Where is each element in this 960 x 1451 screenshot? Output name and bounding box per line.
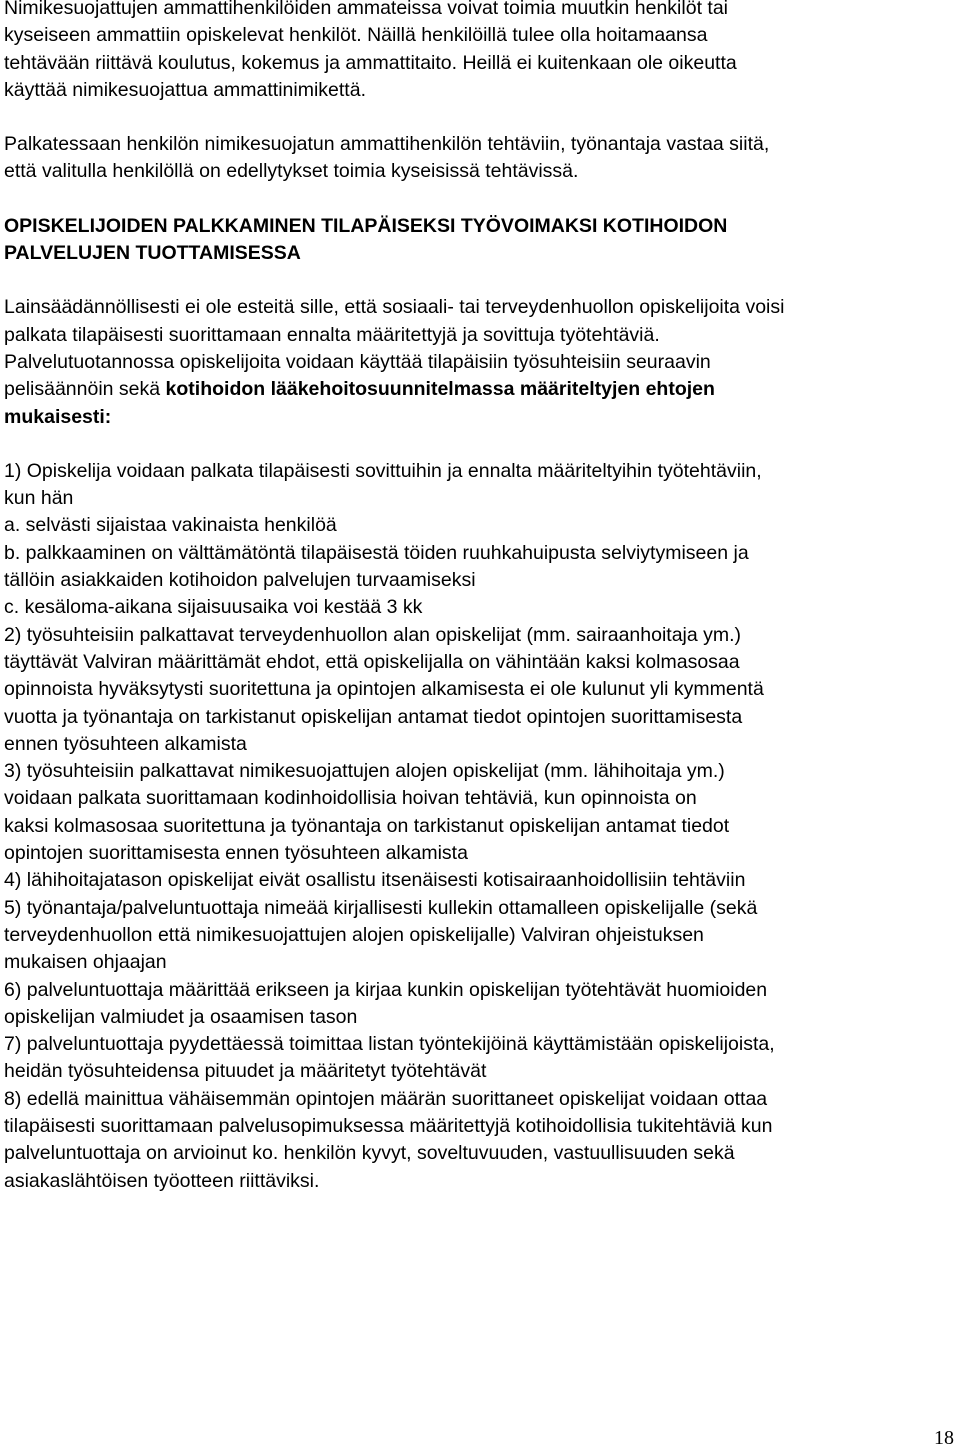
list-line: 1) Opiskelija voidaan palkata tilapäisesti sovittuihin ja ennalta määriteltyihin työtehtäviin, (4, 459, 762, 482)
text-line: Palkatessaan henkilön nimikesuojatun ammattihenkilön tehtäviin, työnantaja vastaa siitä, (4, 133, 770, 156)
list-line: tällöin asiakkaiden kotihoidon palvelujen turvaamiseksi (4, 569, 476, 592)
list-line: voidaan palkata suorittamaan kodinhoidollisia hoivan tehtäviä, kun opinnoista on (4, 787, 697, 810)
page-number: 18 (934, 1427, 954, 1449)
list-line: 4) lähihoitajatason opiskelijat eivät osallistu itsenäisesti kotisairaanhoidollisiin tehtäviin (4, 869, 746, 892)
emphasis-text: mukaisesti: (4, 405, 112, 428)
list-line: palveluntuottaja on arvioinut ko. henkilön kyvyt, soveltuvuuden, vastuullisuuden sekä (4, 1142, 735, 1165)
list-line: 8) edellä mainittua vähäisemmän opintojen määrän suorittaneet opiskelijat voidaan ottaa (4, 1087, 768, 1110)
list-line: 2) työsuhteisiin palkattavat terveydenhuollon alan opiskelijat (mm. sairaanhoitaja ym.) (4, 623, 742, 646)
list-line: opinnoista hyväksytysti suoritettuna ja opintojen alkamisesta ei ole kulunut yli kymmentä (4, 678, 764, 701)
list-line: kaksi kolmasosaa suoritettuna ja työnantaja on tarkistanut opiskelijan antamat tiedot (4, 814, 730, 837)
text-line: Palvelutuotannossa opiskelijoita voidaan käyttää tilapäisiin työsuhteisiin seuraavin (4, 350, 711, 373)
text-line: Nimikesuojattujen ammattihenkilöiden ammateissa voivat toimia muutkin henkilöt tai (4, 0, 728, 19)
list-line: ennen työsuhteen alkamista (4, 732, 247, 755)
text-line: kyseiseen ammattiin opiskelevat henkilöt. Näillä henkilöillä tulee olla hoitamaansa (4, 24, 708, 47)
section-heading (4, 213, 956, 268)
list-line: b. palkkaaminen on välttämätöntä tilapäisestä töiden ruuhkahuipusta selviytymiseen ja (4, 541, 749, 564)
text-line: että valitulla henkilöllä on edellytykset toimia kyseisissä tehtävissä. (4, 160, 579, 183)
heading-line: OPISKELIJOIDEN PALKKAMINEN TILAPÄISEKSI TYÖVOIMAKSI KOTIHOIDON (4, 214, 728, 237)
list-line: heidän työsuhteidensa pituudet ja määritetyt työtehtävät (4, 1060, 487, 1083)
list-line: a. selvästi sijaistaa vakinaista henkilöä (4, 514, 337, 537)
list-line: täyttävät Valviran määrittämät ehdot, että opiskelijalla on vähintään kaksi kolmasosaa (4, 650, 740, 673)
text-line: palkata tilapäisesti suorittamaan ennalta määritettyjä ja sovittuja työtehtäviä. (4, 323, 660, 346)
list-line: opiskelijan valmiudet ja osaamisen tason (4, 1005, 358, 1028)
section-body (4, 294, 956, 430)
list-line: 5) työnantaja/palveluntuottaja nimeää kirjallisesti kullekin ottamalleen opiskelijalle (sekä (4, 896, 758, 919)
text-line: pelisäännöin sekä (4, 378, 166, 401)
rules-list (4, 458, 956, 1195)
list-line: vuotta ja työnantaja on tarkistanut opiskelijan antamat tiedot opintojen suorittamisesta (4, 705, 743, 728)
document-page (4, 0, 956, 1195)
list-line: kun hän (4, 487, 74, 510)
list-line: c. kesäloma-aikana sijaisuusaika voi kestää 3 kk (4, 596, 423, 619)
intro-paragraph-2 (4, 131, 956, 186)
text-line: Lainsäädännöllisesti ei ole esteitä sille, että sosiaali- tai terveydenhuollon opiskelijoita voisi (4, 296, 785, 319)
list-line: terveydenhuollon että nimikesuojattujen alojen opiskelijalle) Valviran ohjeistuksen (4, 923, 704, 946)
heading-line: PALVELUJEN TUOTTAMISESSA (4, 242, 301, 265)
list-line: 7) palveluntuottaja pyydettäessä toimittaa listan työntekijöinä käyttämistään opiskelijoista, (4, 1033, 775, 1056)
list-line: opintojen suorittamisesta ennen työsuhteen alkamista (4, 842, 468, 865)
text-line: käyttää nimikesuojattua ammattinimikettä. (4, 78, 366, 101)
list-line: 6) palveluntuottaja määrittää erikseen ja kirjaa kunkin opiskelijan työtehtävät huomioiden (4, 978, 768, 1001)
list-line: mukaisen ohjaajan (4, 951, 167, 974)
text-line: tehtävään riittävä koulutus, kokemus ja ammattitaito. Heillä ei kuitenkaan ole oikeutta (4, 51, 737, 74)
list-line: tilapäisesti suorittamaan palvelusopimuksessa määritettyjä kotihoidollisia tukitehtäviä kun (4, 1114, 773, 1137)
emphasis-text: kotihoidon lääkehoitosuunnitelmassa määriteltyjen ehtojen (165, 378, 715, 401)
intro-paragraph-1 (4, 0, 956, 104)
list-line: 3) työsuhteisiin palkattavat nimikesuojattujen alojen opiskelijat (mm. lähihoitaja ym.) (4, 760, 725, 783)
list-line: asiakaslähtöisen työotteen riittäviksi. (4, 1169, 320, 1192)
